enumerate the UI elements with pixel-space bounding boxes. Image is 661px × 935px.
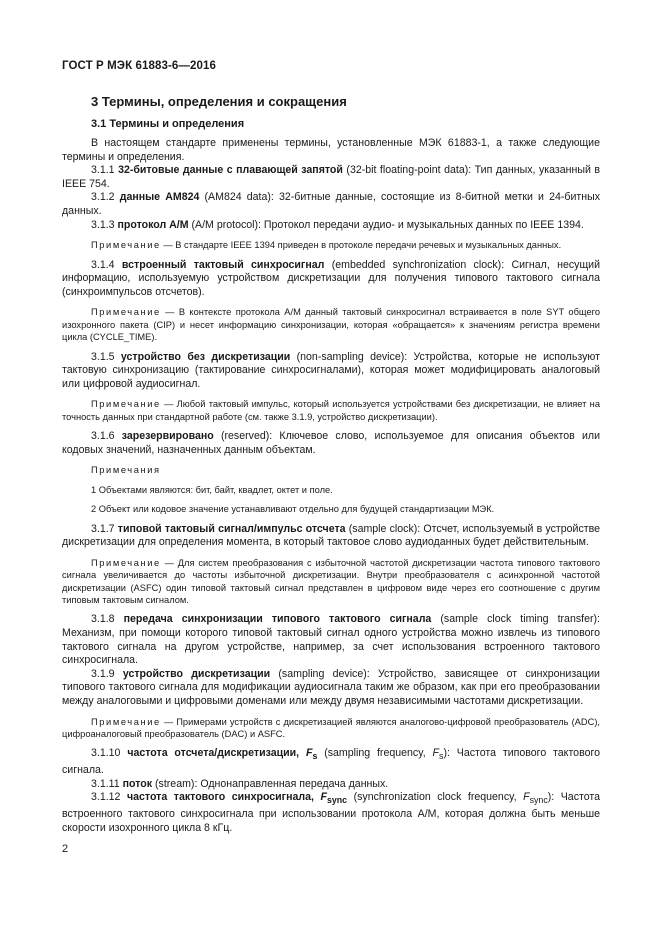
term-3-1-8: 3.1.8 передача синхронизации типового тактового сигнала (sample clock timing transfer): Механизм, при помощи которого типовой тактовый сигнал одного устройства можно извлечь из типового тактового сигнала на другом устройстве, например, за счет использования встроенного тактового синхросигнала. — [62, 613, 600, 667]
note-3-1-6-2: 2 Объект или кодовое значение устанавливают отдельно для будущей стандартизации МЭК. — [91, 504, 495, 515]
term-3-1-7: 3.1.7 типовой тактовый сигнал/импульс отсчета (sample clock): Отсчет, используемый в устройстве дискретизации для определения момента, в который тактовое слово аудиоданных будет действительным. — [62, 522, 600, 549]
note-3-1-4: Примечание — В контексте протокола A/M данный тактовый синхросигнал встраивается в поле SYT общего изохронного пакета (CIP) и несет информацию синхронизации, которая «обращается» к значениям регистра времени цикла (CYCLE_TIME). — [62, 307, 600, 343]
page-number: 2 — [62, 843, 69, 855]
term-3-1-1: 3.1.1 32-битовые данные с плавающей запятой (32-bit floating-point data): Тип данных, указанный в IEEE 754. — [62, 164, 600, 190]
term-3-1-4: 3.1.4 встроенный тактовый синхросигнал (embedded synchronization clock): Сигнал, несущий информацию, используемую устройством дискретизации для получения типового тактового сигнала (синхроимпульсов отсчетов). — [62, 258, 600, 298]
note-3-1-9: Примечание — Примерами устройств с дискретизацией являются аналогово-цифровой преобразователь (ADC), цифроаналоговый преобразователь (DAC) и ASFC. — [62, 716, 600, 739]
section-title: 3 Термины, определения и сокращения — [91, 94, 347, 109]
term-3-1-3: 3.1.3 протокол A/M (A/M protocol): Протокол передачи аудио- и музыкальных данных по IEEE 1394. — [91, 218, 584, 231]
term-3-1-2: 3.1.2 данные AM824 (AM824 data): 32-битные данные, состоящие из 8-битной метки и 24-битных данных. — [62, 191, 600, 217]
note-3-1-6-1: 1 Объектами являются: бит, байт, квадлет, октет и поле. — [91, 484, 333, 495]
subsection-title: 3.1 Термины и определения — [91, 118, 245, 130]
intro-paragraph: В настоящем стандарте применены термины, установленные МЭК 61883-1, а также следующие термины и определения. — [62, 137, 600, 163]
note-3-1-5: Примечание — Любой тактовый импульс, который используется устройствами без дискретизации, не влияет на точность данных при стандартной работе (см. также 3.1.9, устройство дискретизации). — [62, 399, 600, 422]
term-3-1-6: 3.1.6 зарезервировано (reserved): Ключевое слово, используемое для описания объектов или кодовых значений, назначенных данным объектам. — [62, 430, 600, 456]
note-3-1-3: Примечание — В стандарте IEEE 1394 приведен в протоколе передачи речевых и музыкальных данных. — [91, 240, 562, 251]
term-3-1-10: 3.1.10 частота отсчета/дискретизации, $F_s$ (sampling frequency, $F_s$): Частота типового тактового сигнала. — [62, 747, 600, 777]
standard-header: ГОСТ Р МЭК 61883-6—2016 — [62, 60, 216, 72]
term-3-1-11: 3.1.11 поток (stream): Однонаправленная передача данных. — [91, 777, 389, 790]
document-body — [62, 137, 600, 835]
term-3-1-12: 3.1.12 частота тактового синхросигнала, $F_{sync}$ (synchronization clock frequency, $F_{sync}$): Частота встроенного тактового синхросигнала при использовании протокола A/M, которая должна быть меньше скорости изохронного цикла 8 кГц. — [62, 791, 601, 834]
notes-heading-3-1-6: Примечания — [91, 465, 161, 476]
term-3-1-9: 3.1.9 устройство дискретизации (sampling device): Устройство, зависящее от синхронизации типового тактового сигнала для модификации аудиосигнала таким же образом, как при его преобразовании между аналоговыми и цифровыми доменами или между двумя независимыми частотами дискретизации. — [62, 667, 600, 707]
note-3-1-7: Примечание — Для систем преобразования с избыточной частотой дискретизации частота типового тактового сигнала увеличивается до частоты избыточной дискретизации. Внутри преобразователя с асинхронной частотой дискретизации (ASFC) один типовой тактовый сигнал представлен в цифровом виде через его соотношение с другим типовым тактовым сигналом. — [62, 557, 600, 605]
term-3-1-5: 3.1.5 устройство без дискретизации (non-sampling device): Устройства, которые не используют тактовую синхронизацию (тактирование синхросигналами), которая может модифицировать аналоговый или цифровой аудиосигнал. — [62, 350, 600, 390]
